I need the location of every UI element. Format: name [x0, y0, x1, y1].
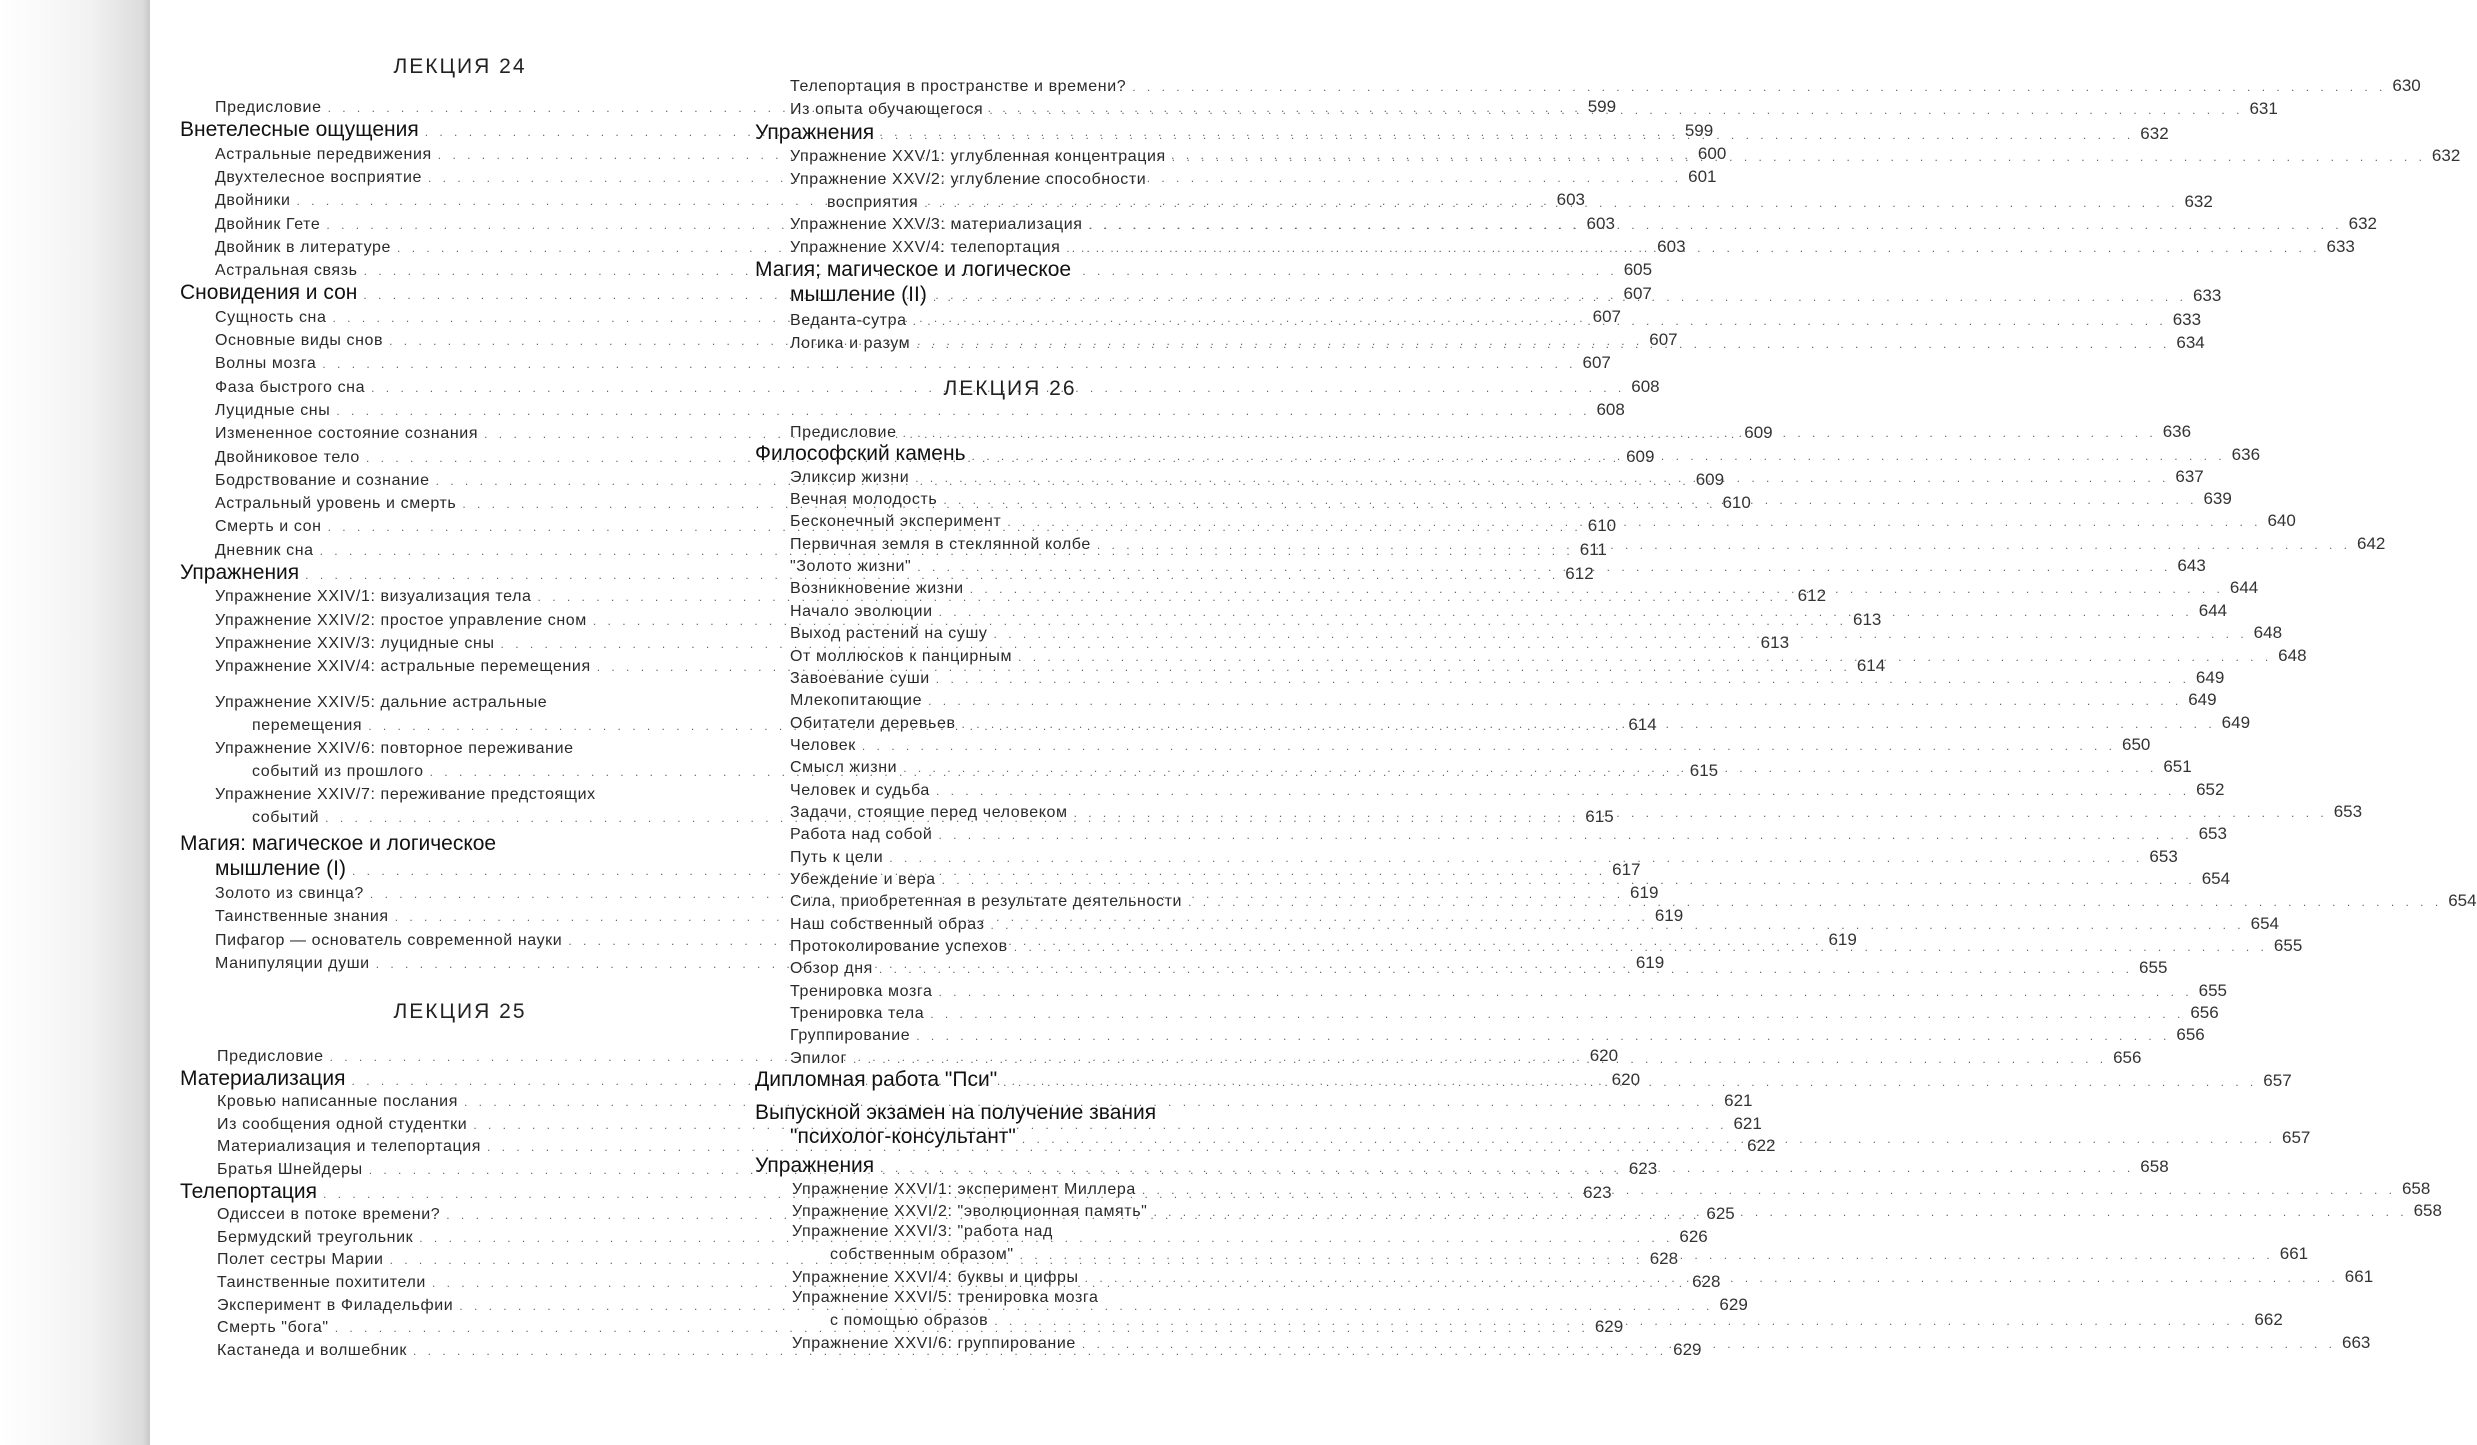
- leader-dots: [1089, 214, 2343, 236]
- toc-entry-page: 637: [2175, 466, 2204, 486]
- toc-entry: [790, 75, 2421, 98]
- toc-entry-page: 609: [1744, 423, 1773, 443]
- toc-entry-title: Таинственные похитители: [217, 1274, 426, 1291]
- toc-entry-page: 629: [1594, 1317, 1624, 1337]
- toc-entry-page: 648: [2278, 645, 2307, 665]
- toc-entry-title: Бермудский треугольник: [217, 1228, 414, 1246]
- toc-entry-page: 662: [2254, 1310, 2283, 1329]
- toc-entry-title: с помощью образов: [830, 1312, 989, 1329]
- toc-entry-line1: Упражнение XXIV/7: переживание предстоящих: [215, 786, 596, 803]
- toc-entry-title: Смерть "бога": [217, 1319, 329, 1337]
- toc-entry: [790, 779, 2225, 802]
- toc-entry-page: 655: [2198, 980, 2227, 1000]
- toc-entry-page: 653: [2333, 801, 2363, 821]
- toc-entry-title: Двойники: [215, 192, 291, 210]
- toc-entry-title: Телепортация: [180, 1179, 318, 1203]
- leader-dots: [1082, 1333, 2336, 1355]
- leader-dots: [994, 623, 2248, 645]
- toc-entry-title: Упражнение XXVI/6: группирование: [792, 1335, 1076, 1352]
- toc-entry-title: Упражнение XXVI/4: буквы и цифры: [792, 1269, 1079, 1286]
- leader-dots: [989, 99, 2243, 121]
- toc-entry-title: Наш собственный образ: [790, 915, 985, 933]
- toc-entry-page: 629: [1719, 1294, 1748, 1314]
- toc-entry-title: Предисловие: [790, 424, 897, 441]
- toc-entry-title: Эксперимент в Филадельфии: [217, 1296, 454, 1314]
- leader-dots: [880, 1157, 2134, 1179]
- page-gutter-shadow: [0, 0, 150, 1445]
- toc-entry-page: 619: [1828, 929, 1857, 949]
- toc-entry-page: 658: [2140, 1157, 2169, 1176]
- toc-entry-page: 652: [2196, 779, 2225, 799]
- toc-entry-title: Первичная земля в стеклянной колбе: [790, 535, 1091, 553]
- leader-dots: [943, 489, 2197, 511]
- toc-entry-page: 644: [2229, 578, 2259, 598]
- leader-dots: [903, 757, 2157, 779]
- toc-entry-page: 614: [1628, 715, 1657, 734]
- toc-entry-title: Волны мозга: [215, 355, 317, 373]
- leader-dots: [916, 333, 2170, 355]
- toc-entry-page: 620: [1589, 1046, 1619, 1065]
- toc-entry-page: 642: [2357, 533, 2386, 553]
- toc-entry-page: 630: [2392, 76, 2421, 95]
- lecture-24-heading: ЛЕКЦИЯ 24: [393, 55, 527, 78]
- toc-entry-title: Возникновение жизни: [790, 580, 964, 598]
- toc-entry-page: 657: [2263, 1071, 2292, 1091]
- leader-dots: [915, 467, 2169, 489]
- toc-entry-page: 636: [2231, 445, 2261, 465]
- leader-dots: [1014, 936, 2268, 958]
- leader-dots: [1097, 534, 2351, 556]
- toc-entry-page: 632: [2184, 192, 2213, 211]
- toc-entry-title: Упражнение XXV/4: телепортация: [790, 239, 1061, 256]
- toc-entry-title: Бесконечный эксперимент: [790, 513, 1002, 531]
- toc-entry-page: 599: [1684, 121, 1714, 141]
- toc-entry-page: 607: [1649, 330, 1678, 349]
- leader-dots: [862, 735, 2116, 757]
- toc-entry-title: Путь к цели: [790, 848, 884, 866]
- toc-entry-page: 654: [2448, 891, 2477, 911]
- toc-entry-title: Человек: [790, 736, 856, 754]
- toc-entry-title: Протоколирование успехов: [790, 938, 1008, 956]
- toc-entry-line1: Упражнение XXIV/5: дальние астральные: [215, 694, 548, 711]
- toc-entry-page: 608: [1631, 376, 1660, 396]
- toc-entry-title: Обзор дня: [790, 960, 873, 978]
- toc-entry-title: Упражнение XXIV/4: астральные перемещения: [215, 658, 591, 676]
- toc-entry-title: Упражнение XXVI/2: "эволюционная память": [792, 1203, 1148, 1221]
- toc-entry-title: Астральная связь: [215, 262, 358, 280]
- toc-entry-page: 607: [1582, 353, 1611, 373]
- toc-entry-page: 610: [1587, 516, 1617, 536]
- leader-dots: [924, 192, 2178, 214]
- toc-entry-title: восприятия: [827, 194, 919, 211]
- toc-entry-page: 621: [1733, 1113, 1762, 1133]
- toc-entry-title: Кровью написанные послания: [217, 1093, 458, 1111]
- toc-entry: [790, 734, 2151, 757]
- toc-entry-page: 611: [1579, 539, 1607, 559]
- toc-entry-page: 607: [1592, 306, 1621, 326]
- toc-entry-title: Упражнения: [180, 561, 300, 584]
- toc-entry-page: 623: [1583, 1182, 1612, 1202]
- toc-entry-page: 644: [2198, 600, 2228, 620]
- toc-entry-title: Выход растений на сушу: [790, 625, 988, 643]
- leader-dots: [939, 601, 2193, 623]
- lecture-26-heading: ЛЕКЦИЯ 26: [943, 377, 1077, 400]
- toc-entry-page: 658: [2401, 1178, 2431, 1198]
- toc-entry-page: 617: [1612, 860, 1641, 879]
- toc-entry-title: Двойниковое тело: [215, 448, 360, 466]
- toc-entry-title: Дипломная работа "Пси": [755, 1068, 998, 1092]
- toc-entry: [790, 823, 2227, 846]
- toc-entry-title: Из сообщения одной студентки: [217, 1115, 468, 1133]
- lecture-25-heading: ЛЕКЦИЯ 25: [393, 1000, 527, 1023]
- toc-entry-title: Предисловие: [215, 99, 322, 116]
- toc-entry-page: 651: [2163, 757, 2192, 777]
- toc-entry-page: 608: [1596, 399, 1625, 419]
- leader-dots: [1085, 1267, 2339, 1289]
- leader-dots: [889, 847, 2143, 869]
- toc-entry-title: "Золото жизни": [790, 558, 912, 576]
- toc-entry: [790, 980, 2227, 1003]
- toc-entry-line1: Упражнение XXVI/3: "работа над: [792, 1223, 1053, 1240]
- toc-entry-page: 633: [2172, 310, 2202, 329]
- toc-entry: [790, 1002, 2219, 1025]
- toc-entry-title: Упражнение XXIV/3: луцидные сны: [215, 634, 495, 652]
- toc-entry: [215, 399, 1625, 422]
- toc-entry-title: Обитатели деревьев: [790, 714, 956, 732]
- toc-entry-title: Сила, приобретенная в результате деятельности: [790, 893, 1183, 911]
- leader-dots: [1007, 511, 2261, 533]
- toc-entry-title: Тренировка мозга: [790, 982, 933, 1000]
- toc-section-line1: Выпускной экзамен на получение звания: [755, 1101, 1157, 1124]
- toc-entry-page: 615: [1689, 761, 1719, 780]
- toc-entry-title: Фаза быстрого сна: [215, 378, 366, 396]
- leader-dots: [938, 824, 2192, 846]
- toc-entry-title: Смерть и сон: [215, 518, 322, 536]
- toc-entry-page: 656: [2113, 1047, 2142, 1067]
- toc-entry-title: Веданта-сутра: [790, 312, 907, 329]
- toc-entry-page: 603: [1657, 236, 1686, 256]
- toc-entry-title: Полет сестры Марии: [217, 1251, 384, 1269]
- toc-entry: [790, 846, 2178, 869]
- toc-entry-title: Манипуляции души: [215, 954, 370, 972]
- leader-dots: [1132, 76, 2386, 98]
- toc-entry-title: Убеждение и вера: [790, 871, 936, 888]
- toc-entry-page: 655: [2139, 958, 2168, 978]
- leader-dots: [933, 286, 2187, 308]
- leader-dots: [930, 1003, 2184, 1025]
- toc-section-line1: Магия; магическое и логическое: [755, 258, 1072, 281]
- toc-entry-page: 607: [1623, 284, 1652, 304]
- toc-entry-title: Братья Шнейдеры: [217, 1161, 363, 1178]
- toc-entry-page: 654: [2250, 913, 2280, 933]
- toc-entry-title: Бодрствование и сознание: [215, 471, 430, 489]
- toc-entry-title: Астральный уровень и смерть: [215, 495, 457, 513]
- toc-entry-page: 628: [1692, 1272, 1721, 1291]
- toc-entry-page: 663: [2342, 1333, 2371, 1352]
- toc-entry: [215, 352, 1611, 375]
- toc-entry-title: "психолог-консультант": [790, 1125, 1016, 1148]
- toc-entry-line1: Упражнение XXVI/5: тренировка мозга: [792, 1289, 1099, 1306]
- toc-entry-page: 656: [2176, 1025, 2205, 1045]
- toc-entry-title: Задачи, стоящие перед человеком: [790, 803, 1068, 821]
- toc-entry: [790, 689, 2217, 712]
- toc-entry-page: 609: [1626, 446, 1655, 466]
- toc-entry-page: 613: [1853, 609, 1882, 629]
- toc-entry-title: Упражнение XXIV/2: простое управление сном: [215, 611, 587, 629]
- toc-entry-page: 649: [2188, 690, 2217, 710]
- leader-dots: [916, 1025, 2170, 1047]
- toc-entry-page: 654: [2201, 869, 2231, 888]
- toc-entry-page: 628: [1649, 1249, 1679, 1269]
- toc-entry-page: 643: [2177, 556, 2206, 576]
- leader-dots: [936, 780, 2190, 802]
- toc-section-line1: Магия: магическое и логическое: [180, 832, 497, 855]
- toc-entry: [790, 1024, 2205, 1047]
- toc-entry-page: 661: [2279, 1244, 2309, 1263]
- toc-entry-page: 639: [2203, 489, 2232, 509]
- toc-entry-title: Тренировка тела: [790, 1005, 925, 1023]
- toc-entry-title: Упражнение XXV/3: материализация: [790, 216, 1083, 233]
- toc-entry-page: 619: [1654, 906, 1684, 926]
- leader-dots: [938, 981, 2192, 1003]
- toc-entry-title: Логика и разум: [790, 334, 911, 352]
- toc-entry-title: Упражнение XXV/1: углубленная концентрация: [790, 147, 1166, 165]
- toc-entry-title: Материализация: [180, 1066, 346, 1090]
- toc-entry-title: Группирование: [790, 1027, 911, 1045]
- toc-entry-title: Завоевание суши: [790, 669, 930, 687]
- toc-entry-title: Философский камень: [755, 442, 966, 466]
- toc-entry-title: Эпилог: [790, 1049, 847, 1067]
- toc-entry-title: Основные виды снов: [215, 332, 384, 349]
- toc-entry-title: Упражнения: [755, 120, 875, 144]
- toc-entry-page: 657: [2282, 1128, 2311, 1147]
- leader-dots: [991, 914, 2245, 936]
- toc-entry-page: 614: [1856, 656, 1886, 676]
- toc-entry-title: Упражнение XXVI/1: эксперимент Миллера: [792, 1180, 1136, 1198]
- leader-dots: [1066, 237, 2320, 259]
- toc-entry-page: 658: [2413, 1201, 2442, 1221]
- toc-entry-page: 601: [1688, 166, 1717, 186]
- toc-entry-title: событий: [252, 809, 320, 826]
- toc-entry-page: 655: [2273, 936, 2303, 956]
- book-page: [150, 0, 2477, 1445]
- toc-entry-title: перемещения: [252, 717, 363, 734]
- toc-entry-title: Млекопитающие: [790, 692, 923, 710]
- toc-entry-title: собственным образом": [830, 1246, 1014, 1263]
- toc-entry-title: Двухтелесное восприятие: [215, 168, 422, 186]
- toc-entry-page: 600: [1697, 143, 1727, 163]
- leader-dots: [994, 1310, 2248, 1332]
- leader-dots: [1153, 1201, 2407, 1223]
- toc-entry-page: 603: [1556, 190, 1586, 210]
- toc-entry-page: 599: [1587, 97, 1617, 116]
- toc-entry-title: Упражнения: [755, 1154, 875, 1177]
- toc-entry-page: 640: [2267, 511, 2296, 531]
- toc-entry: [217, 1113, 1762, 1136]
- toc-entry-page: 625: [1706, 1204, 1735, 1224]
- toc-entry-page: 621: [1724, 1091, 1753, 1111]
- toc-entry-page: 612: [1565, 564, 1594, 583]
- toc-entry-page: 656: [2190, 1003, 2219, 1023]
- toc-entry-title: Смысл жизни: [790, 759, 898, 777]
- toc-entry-title: Таинственные знания: [215, 908, 389, 926]
- toc-entry-page: 632: [2431, 145, 2461, 165]
- toc-entry-title: Предисловие: [217, 1048, 324, 1065]
- toc-entry-page: 649: [2221, 712, 2251, 732]
- toc-entry-page: 619: [1635, 952, 1665, 972]
- toc-entry-title: Луцидные сны: [215, 401, 331, 419]
- toc-entry-page: 661: [2344, 1267, 2374, 1286]
- toc-entry-title: Из опыта обучающегося: [790, 101, 984, 119]
- leader-dots: [853, 1048, 2107, 1070]
- toc-entry-title: Астральные передвижения: [215, 145, 432, 163]
- leader-dots: [1074, 802, 2328, 824]
- toc-entry-page: 653: [2198, 824, 2227, 844]
- toc-entry-title: Пифагор — основатель современной науки: [215, 931, 563, 949]
- leader-dots: [1003, 1071, 2257, 1093]
- toc-entry-title: Сущность сна: [215, 308, 327, 326]
- leader-dots: [913, 310, 2167, 332]
- toc-entry-page: 632: [2140, 123, 2169, 143]
- toc-entry-page: 636: [2162, 422, 2192, 441]
- toc-entry-page: 626: [1679, 1226, 1708, 1246]
- toc-entry-page: 648: [2253, 623, 2283, 643]
- toc-entry-page: 605: [1623, 260, 1653, 280]
- leader-dots: [928, 690, 2182, 712]
- toc-entry: [790, 667, 2225, 690]
- toc-entry-title: Эликсир жизни: [790, 468, 910, 486]
- toc-entry-title: Двойник в литературе: [215, 238, 392, 256]
- toc-entry-title: Кастанеда и волшебник: [217, 1341, 408, 1359]
- toc-entry-page: 619: [1630, 883, 1659, 902]
- leader-dots: [1018, 646, 2272, 668]
- toc-entry-page: 650: [2122, 734, 2151, 754]
- toc-entry-page: 622: [1747, 1136, 1776, 1156]
- toc-entry-page: 653: [2149, 846, 2178, 866]
- leader-dots: [917, 556, 2171, 578]
- toc-entry-page: 633: [2192, 286, 2222, 305]
- toc-entry-title: Вечная молодость: [790, 491, 938, 509]
- toc-entry-page: 634: [2176, 332, 2205, 352]
- toc-entry-title: Измененное состояние сознания: [215, 425, 479, 443]
- toc-entry-page: 609: [1695, 469, 1725, 489]
- toc-entry-page: 615: [1585, 807, 1614, 826]
- toc-entry-title: Дневник сна: [215, 541, 314, 559]
- leader-dots: [1022, 1128, 2276, 1150]
- leader-dots: [1020, 1244, 2274, 1266]
- toc-entry-page: 612: [1797, 586, 1827, 606]
- toc-entry-title: Материализация и телепортация: [217, 1138, 482, 1156]
- toc-entry-title: Человек и судьба: [790, 781, 930, 799]
- leader-dots: [936, 668, 2190, 690]
- toc-entry-page: 629: [1673, 1339, 1702, 1359]
- toc-entry-title: Начало эволюции: [790, 602, 933, 620]
- toc-entry-title: Двойник Гете: [215, 215, 321, 233]
- toc-entry-title: Упражнение XXIV/1: визуализация тела: [215, 588, 532, 606]
- leader-dots: [972, 445, 2226, 467]
- toc-entry-title: Золото из свинца?: [215, 885, 364, 902]
- leader-dots: [970, 578, 2224, 600]
- toc-entry-title: Телепортация в пространстве и времени?: [790, 78, 1127, 95]
- toc-entry-title: Одиссеи в потоке времени?: [217, 1206, 441, 1224]
- leader-dots: [879, 958, 2133, 980]
- toc-entry-title: мышление (II): [790, 283, 927, 306]
- leader-dots: [1188, 891, 2442, 913]
- toc-entry-page: 610: [1722, 493, 1751, 513]
- toc-entry-page: 631: [2249, 99, 2278, 119]
- toc-entry-page: 613: [1760, 632, 1790, 652]
- leader-dots: [1172, 146, 2426, 168]
- leader-dots: [962, 713, 2216, 735]
- toc-entry-title: Внетелесные ощущения: [180, 118, 419, 142]
- leader-dots: [942, 869, 2196, 891]
- toc-entry-page: 632: [2348, 214, 2378, 233]
- toc-entry-title: Сновидения и сон: [180, 281, 358, 305]
- toc-entry-page: 633: [2326, 237, 2355, 256]
- leader-dots: [880, 124, 2134, 146]
- toc-entry-page: 620: [1611, 1069, 1641, 1089]
- toc-entry-page: 603: [1586, 213, 1615, 233]
- toc-entry-line1: Упражнение XXIV/6: повторное переживание: [215, 740, 574, 757]
- toc-entry-page: 649: [2195, 667, 2225, 687]
- toc-entry-title: событий из прошлого: [252, 763, 424, 780]
- toc-entry-title: Работа над собой: [790, 826, 933, 844]
- toc-entry-page: 623: [1628, 1159, 1658, 1178]
- leader-dots: [903, 422, 2157, 444]
- leader-dots: [1142, 1179, 2396, 1201]
- toc-entry-title: От моллюсков к панцирным: [790, 647, 1013, 665]
- toc-entry-title: мышление (I): [215, 857, 346, 880]
- toc-entry-line1: Упражнение XXV/2: углубление способности: [790, 171, 1147, 188]
